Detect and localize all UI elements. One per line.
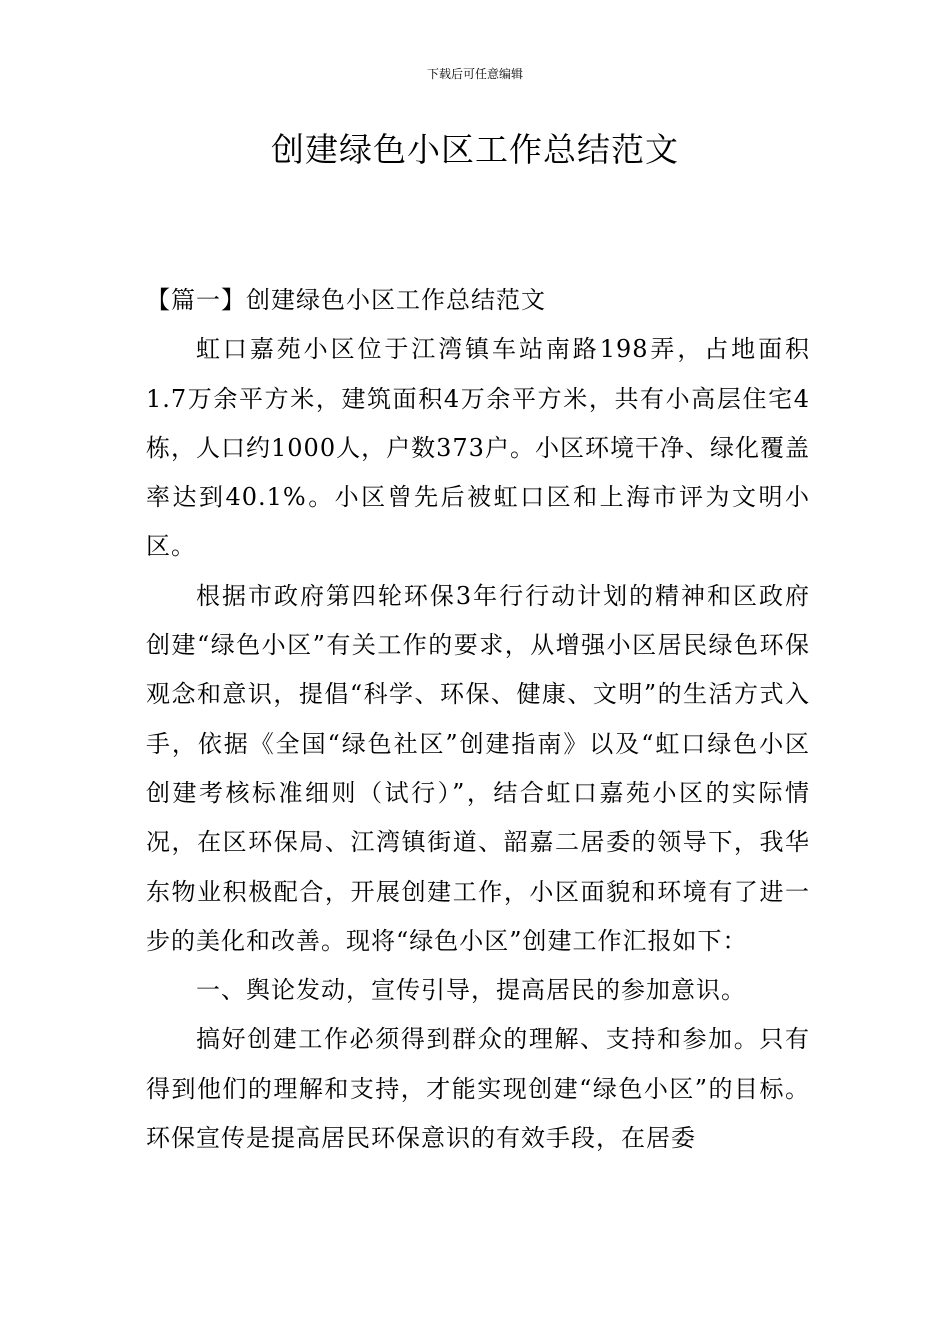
header-note: 下载后可任意编辑 — [426, 67, 523, 81]
body-paragraph: 搞好创建工作必须得到群众的理解、支持和参加。只有得到他们的理解和支持，才能实现创建“绿色小区”的目标。环保宣传是提高居民环保意识的有效手段，在居委 — [146, 1025, 810, 1153]
subsection-heading: 一、舆论发动，宣传引导，提高居民的参加意识。 — [196, 976, 746, 1005]
body-paragraph: 根据市政府第四轮环保3年行行动计划的精神和区政府创建“绿色小区”有关工作的要求，从增强小区居民绿色环保观念和意识，提倡“科学、环保、健康、文明”的生活方式入手，依据《全国“绿色社区”创建指南》以及“虹口绿色小区创建考核标准细则（试行）”，结合虹口嘉苑小区的实际情况，在区环保局、江湾镇街道、韶嘉二居委的领导下，我华东物业积极配合，开展创建工作，小区面貌和环境有了进一步的美化和改善。现将“绿色小区”创建工作汇报如下： — [146, 581, 810, 955]
document-title: 创建绿色小区工作总结范文 — [271, 130, 679, 169]
section-heading: 【篇一】创建绿色小区工作总结范文 — [146, 286, 546, 314]
body-paragraph: 虹口嘉苑小区位于江湾镇车站南路198弄，占地面积1.7万余平方米，建筑面积4万余平方米，共有小高层住宅4栋，人口约1000人，户数373户。小区环境干净、绿化覆盖率达到40.1%。小区曾先后被虹口区和上海市评为文明小区。 — [146, 335, 810, 561]
document-body — [146, 276, 810, 1163]
